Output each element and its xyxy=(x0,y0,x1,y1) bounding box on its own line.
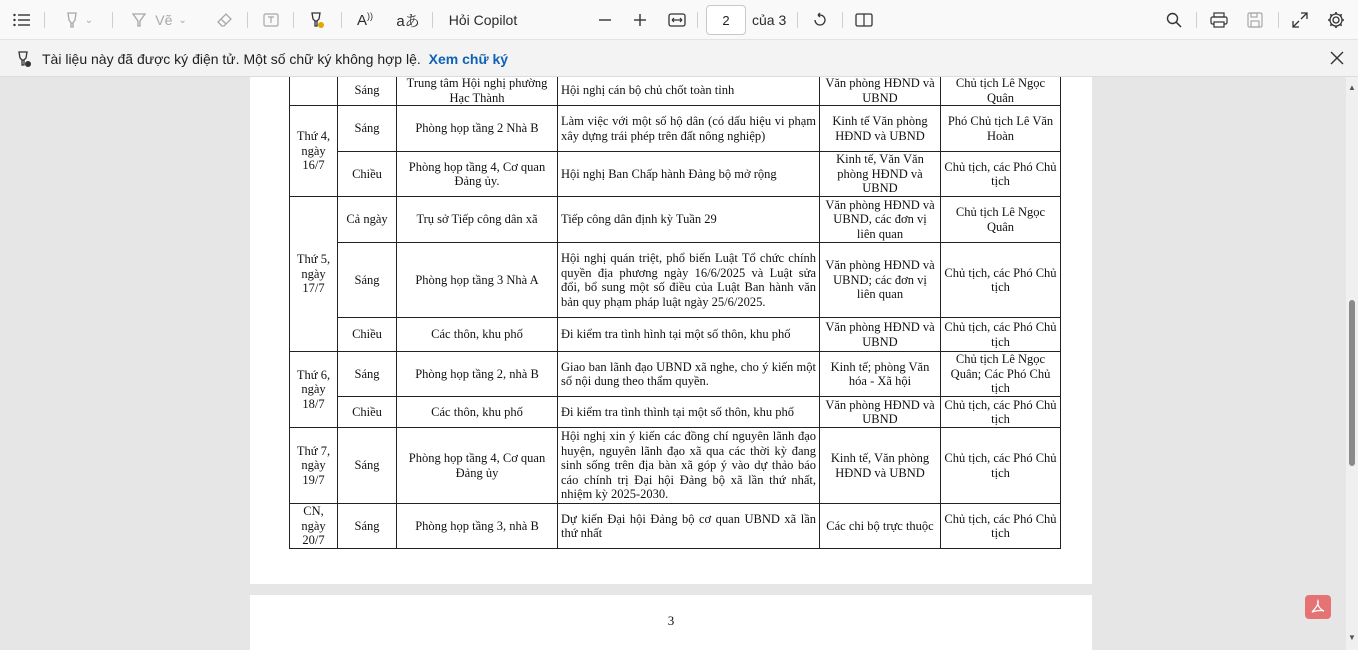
prep-cell: Kinh tế Văn phòng HĐND và UBND xyxy=(820,106,941,152)
place-cell: Phòng họp tầng 4, Cơ quan Đảng ủy. xyxy=(397,152,558,197)
prep-cell: Văn phòng HĐND và UBND xyxy=(820,318,941,352)
zoom-in-button[interactable] xyxy=(629,0,651,40)
gear-icon xyxy=(1327,11,1345,29)
table-row xyxy=(290,397,1061,428)
translate-button[interactable] xyxy=(394,0,422,40)
prep-cell: Văn phòng HĐND và UBND, các đơn vị liên quan xyxy=(820,197,941,243)
rotate-button[interactable] xyxy=(808,0,832,40)
page-view-icon xyxy=(855,13,873,27)
prep-cell: Kinh tế; phòng Văn hóa - Xã hội xyxy=(820,352,941,397)
contents-icon[interactable] xyxy=(8,0,36,40)
fit-width-icon xyxy=(668,13,686,27)
prep-cell: Văn phòng HĐND và UBND; các đơn vị liên quan xyxy=(820,243,941,318)
save-icon xyxy=(1247,12,1263,28)
expand-icon xyxy=(1292,12,1308,28)
save-button[interactable] xyxy=(1242,0,1268,40)
session-cell: Chiều xyxy=(338,152,397,197)
content-cell: Hội nghị xin ý kiến các đồng chí nguyên lãnh đạo huyện, nguyên lãnh đạo xã qua các thời kỳ đang sinh sống trên địa bàn xã góp ý vào dự thảo báo cáo chính trị Đại hội Đảng bộ xã lần thứ nhất, nhiệm kỳ 2025-2030. xyxy=(558,428,820,504)
chevron-down-icon: ⌄ xyxy=(178,14,187,26)
search-icon xyxy=(1166,12,1182,28)
content-cell: Giao ban lãnh đạo UBND xã nghe, cho ý kiến một số nội dung theo thẩm quyền. xyxy=(558,352,820,397)
session-cell: Cả ngày xyxy=(338,197,397,243)
content-cell: Tiếp công dân định kỳ Tuần 29 xyxy=(558,197,820,243)
draw-button[interactable] xyxy=(122,0,196,40)
content-cell: Hội nghị quán triệt, phổ biến Luật Tổ chức chính quyền địa phương ngày 16/6/2025 và Luật sửa đổi, bổ sung một số điều của Luật Ban hành văn bản quy phạm pháp luật ngày 25/6/2025. xyxy=(558,243,820,318)
place-cell: Phòng họp tầng 2, nhà B xyxy=(397,352,558,397)
print-icon xyxy=(1210,12,1228,28)
day-cell: Thứ 4, ngày 16/7 xyxy=(290,106,338,197)
prep-cell: Các chi bộ trực thuộc xyxy=(820,504,941,549)
table-row xyxy=(290,197,1061,243)
plus-icon xyxy=(633,13,647,27)
session-cell: Sáng xyxy=(338,243,397,318)
table-row xyxy=(290,106,1061,152)
lead-cell: Phó Chủ tịch Lê Văn Hoàn xyxy=(941,106,1061,152)
ask-copilot-button[interactable] xyxy=(440,0,526,40)
text-box-button[interactable] xyxy=(258,0,284,40)
page-number-label: 3 xyxy=(667,613,675,628)
view-signatures-link[interactable]: Xem chữ ký xyxy=(428,51,509,67)
content-cell: Làm việc với một số hộ dân (có dấu hiệu vi phạm xây dựng trái phép trên đất nông nghiệp) xyxy=(558,106,820,152)
content-cell: Đi kiểm tra tình hình tại một số thôn, khu phố xyxy=(558,318,820,352)
session-cell: Chiều xyxy=(338,397,397,428)
lead-cell: Chủ tịch, các Phó Chủ tịch xyxy=(941,504,1061,549)
lead-cell: Chủ tịch, các Phó Chủ tịch xyxy=(941,397,1061,428)
place-cell: Phòng họp tầng 3, nhà B xyxy=(397,504,558,549)
day-cell: CN, ngày 20/7 xyxy=(290,504,338,549)
chevron-down-icon: ⌄ xyxy=(84,14,94,26)
session-cell: Sáng xyxy=(338,428,397,504)
highlight-button[interactable] xyxy=(56,0,102,40)
pdf-page-2 xyxy=(250,77,1092,584)
session-cell: Sáng xyxy=(338,504,397,549)
draw-label: Vẽ xyxy=(155,12,173,28)
place-cell: Trung tâm Hội nghị phường Hạc Thành xyxy=(397,77,558,106)
info-message xyxy=(42,51,508,67)
signature-pen-icon xyxy=(16,50,32,71)
read-aloud-icon: A)) xyxy=(356,11,373,29)
info-message-text: Tài liệu này đã được ký điện tử. Một số chữ ký không hợp lệ. xyxy=(42,51,421,67)
day-cell: Thứ 5, ngày 17/7 xyxy=(290,197,338,352)
lead-cell: Chủ tịch, các Phó Chủ tịch xyxy=(941,243,1061,318)
content-cell: Hội nghị Ban Chấp hành Đảng bộ mở rộng xyxy=(558,152,820,197)
page-view-button[interactable] xyxy=(852,0,876,40)
place-cell: Phòng họp tầng 3 Nhà A xyxy=(397,243,558,318)
day-cell: Thứ 6, ngày 18/7 xyxy=(290,352,338,428)
schedule-table xyxy=(289,77,1061,549)
prep-cell: Văn phòng HĐND và UBND xyxy=(820,397,941,428)
minus-icon xyxy=(598,13,612,27)
signature-icon xyxy=(309,11,325,29)
place-cell: Trụ sở Tiếp công dân xã xyxy=(397,197,558,243)
page-number-input[interactable] xyxy=(706,5,746,35)
table-row xyxy=(290,77,1061,106)
read-aloud-button[interactable] xyxy=(352,0,378,40)
lead-cell: Chủ tịch, các Phó Chủ tịch xyxy=(941,318,1061,352)
copilot-label: Hỏi Copilot xyxy=(448,12,518,28)
pdf-page-3 xyxy=(250,595,1092,650)
content-cell: Đi kiểm tra tình thình tại một số thôn, khu phố xyxy=(558,397,820,428)
prep-cell: Kinh tế, Văn Văn phòng HĐND và UBND xyxy=(820,152,941,197)
settings-button[interactable] xyxy=(1324,0,1348,40)
prep-cell: Kinh tế, Văn phòng HĐND và UBND xyxy=(820,428,941,504)
print-button[interactable] xyxy=(1206,0,1232,40)
highlighter-icon xyxy=(65,12,79,28)
table-row xyxy=(290,318,1061,352)
pdf-badge-icon[interactable] xyxy=(1305,595,1331,619)
zoom-out-button[interactable] xyxy=(594,0,616,40)
fullscreen-button[interactable] xyxy=(1288,0,1312,40)
table-row xyxy=(290,152,1061,197)
place-cell: Các thôn, khu phố xyxy=(397,397,558,428)
fit-width-button[interactable] xyxy=(665,0,689,40)
content-cell: Dự kiến Đại hội Đảng bộ cơ quan UBND xã lần thứ nhất xyxy=(558,504,820,549)
translate-icon: aあ xyxy=(396,12,420,30)
table-row xyxy=(290,504,1061,549)
session-cell: Sáng xyxy=(338,77,397,106)
search-button[interactable] xyxy=(1162,0,1186,40)
table-row xyxy=(290,428,1061,504)
day-cell xyxy=(290,77,338,106)
rotate-icon xyxy=(812,12,828,28)
text-box-icon xyxy=(263,12,279,28)
content-cell: Hội nghị cán bộ chủ chốt toàn tỉnh xyxy=(558,77,820,106)
table-row xyxy=(290,352,1061,397)
place-cell: Phòng họp tầng 2 Nhà B xyxy=(397,106,558,152)
scroll-down-icon[interactable]: ▼ xyxy=(1348,633,1356,642)
scrollbar-thumb[interactable] xyxy=(1349,300,1355,466)
place-cell: Phòng họp tầng 4, Cơ quan Đảng ủy xyxy=(397,428,558,504)
close-icon[interactable] xyxy=(1330,51,1344,68)
signature-button[interactable] xyxy=(304,0,330,40)
place-cell: Các thôn, khu phố xyxy=(397,318,558,352)
table-row xyxy=(290,243,1061,318)
lead-cell: Chủ tịch, các Phó Chủ tịch xyxy=(941,428,1061,504)
lead-cell: Chủ tịch Lê Ngọc Quân xyxy=(941,197,1061,243)
scroll-up-icon[interactable]: ▲ xyxy=(1348,83,1356,92)
lead-cell: Chủ tịch Lê Ngọc Quân; Các Phó Chủ tịch xyxy=(941,352,1061,397)
day-cell: Thứ 7, ngày 19/7 xyxy=(290,428,338,504)
lead-cell: Chủ tịch Lê Ngọc Quân xyxy=(941,77,1061,106)
session-cell: Sáng xyxy=(338,106,397,152)
page-total: của 3 xyxy=(752,12,787,28)
toolbar xyxy=(0,0,1358,40)
prep-cell: Văn phòng HĐND và UBND xyxy=(820,77,941,106)
session-cell: Chiều xyxy=(338,318,397,352)
signature-info-bar xyxy=(0,40,1358,77)
lead-cell: Chủ tịch, các Phó Chủ tịch xyxy=(941,152,1061,197)
pen-icon xyxy=(131,12,147,28)
session-cell: Sáng xyxy=(338,352,397,397)
document-viewer[interactable] xyxy=(0,77,1346,650)
eraser-button[interactable] xyxy=(212,0,238,40)
vertical-scrollbar[interactable] xyxy=(1346,77,1358,650)
eraser-icon xyxy=(217,12,233,28)
